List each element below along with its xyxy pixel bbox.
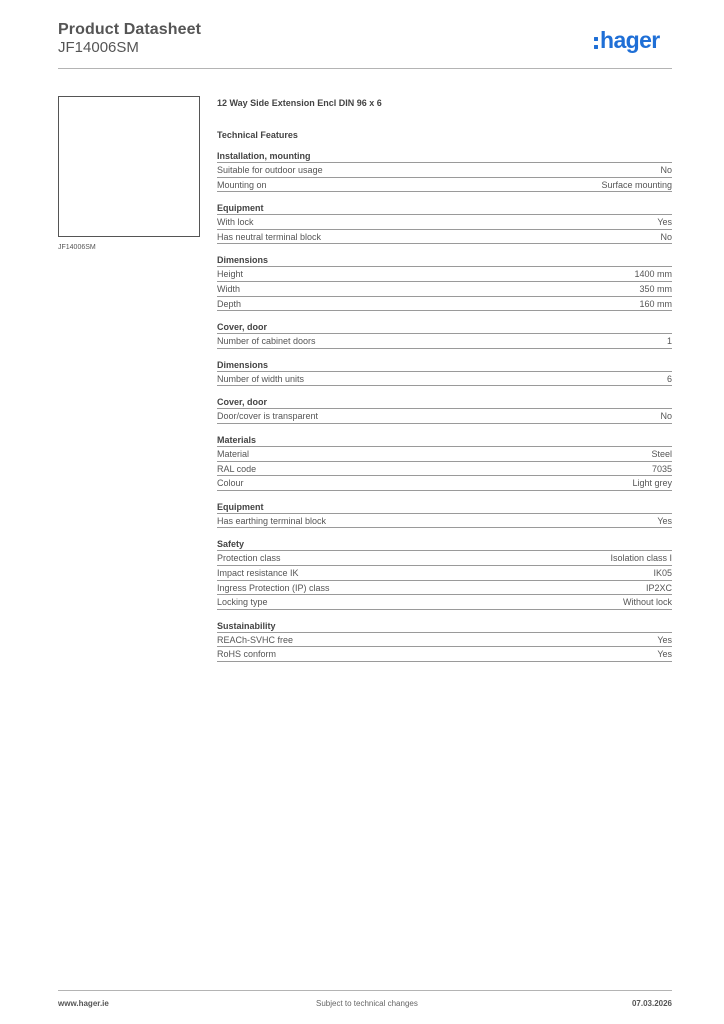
feature-value: Steel <box>651 448 672 459</box>
feature-value: No <box>660 165 672 175</box>
feature-row <box>217 409 672 424</box>
feature-value: Yes <box>657 217 672 228</box>
product-code: JF14006SM <box>58 39 139 56</box>
feature-row <box>217 282 672 297</box>
feature-label: REACh-SVHC free <box>217 634 294 645</box>
feature-section <box>217 202 672 244</box>
feature-row <box>217 476 672 491</box>
feature-value: IP2XC <box>645 582 672 593</box>
feature-row <box>217 297 672 312</box>
feature-value: Without lock <box>622 597 672 608</box>
footer-website: www.hager.ie <box>58 999 109 1008</box>
feature-section <box>217 396 672 424</box>
feature-label: Material <box>217 448 250 459</box>
feature-label: Door/cover is transparent <box>217 411 319 422</box>
section-title: Dimensions <box>217 254 672 267</box>
feature-label: Height <box>217 269 244 280</box>
feature-row <box>217 595 672 610</box>
section-title: Equipment <box>217 501 672 514</box>
feature-row <box>217 462 672 477</box>
feature-value: Yes <box>657 649 672 660</box>
feature-row <box>217 566 672 581</box>
feature-value: 7035 <box>651 463 672 474</box>
section-title: Cover, door <box>217 321 672 334</box>
product-image-caption: JF14006SM <box>58 244 96 251</box>
feature-label: Number of width units <box>217 373 305 384</box>
feature-label: Has neutral terminal block <box>217 231 322 242</box>
product-name: 12 Way Side Extension Encl DIN 96 x 6 <box>217 98 382 108</box>
section-title: Materials <box>217 434 672 447</box>
feature-section <box>217 359 672 387</box>
feature-label: Number of cabinet doors <box>217 336 316 347</box>
logo-dots-icon <box>594 37 598 49</box>
feature-label: Width <box>217 283 241 294</box>
feature-label: Suitable for outdoor usage <box>217 165 323 175</box>
product-image-placeholder <box>58 96 200 237</box>
feature-value: 160 mm <box>639 298 672 309</box>
feature-value: Isolation class I <box>610 553 672 564</box>
feature-section <box>217 620 672 662</box>
feature-section <box>217 321 672 349</box>
footer-divider <box>58 990 672 991</box>
feature-label: Has earthing terminal block <box>217 515 327 526</box>
feature-row <box>217 215 672 230</box>
feature-value: No <box>660 231 672 242</box>
feature-value: 1 <box>666 336 672 347</box>
feature-label: RoHS conform <box>217 649 277 660</box>
hager-logo <box>594 27 660 54</box>
section-title: Dimensions <box>217 359 672 372</box>
feature-row <box>217 178 672 193</box>
feature-section <box>217 254 672 311</box>
section-title: Installation, mounting <box>217 150 672 163</box>
datasheet-content <box>217 97 672 662</box>
feature-row <box>217 372 672 387</box>
feature-value: IK05 <box>653 567 672 578</box>
feature-section <box>217 434 672 491</box>
feature-row <box>217 647 672 662</box>
feature-row <box>217 267 672 282</box>
feature-row <box>217 551 672 566</box>
feature-value: Yes <box>657 515 672 526</box>
feature-value: Surface mounting <box>601 179 672 190</box>
feature-label: Impact resistance IK <box>217 567 299 578</box>
feature-row <box>217 447 672 462</box>
feature-label: Depth <box>217 298 242 309</box>
feature-value: No <box>660 411 672 422</box>
header-divider <box>58 68 672 69</box>
feature-row <box>217 230 672 245</box>
logo-text: hager <box>600 27 660 53</box>
feature-row <box>217 334 672 349</box>
feature-row <box>217 581 672 596</box>
feature-label: Mounting on <box>217 179 267 190</box>
feature-value: 350 mm <box>639 283 672 294</box>
section-title: Cover, door <box>217 396 672 409</box>
feature-section <box>217 150 672 192</box>
feature-row <box>217 633 672 648</box>
section-title: Sustainability <box>217 620 672 633</box>
footer-date: 07.03.2026 <box>631 999 672 1008</box>
feature-value: Yes <box>657 634 672 645</box>
feature-row <box>217 514 672 529</box>
feature-value: 6 <box>666 373 672 384</box>
feature-label: Protection class <box>217 553 281 564</box>
feature-label: With lock <box>217 217 254 228</box>
feature-section <box>217 538 672 609</box>
feature-label: Colour <box>217 478 244 489</box>
page-title: Product Datasheet <box>58 21 202 38</box>
feature-label: RAL code <box>217 463 257 474</box>
feature-value: 1400 mm <box>634 269 672 280</box>
technical-features-title: Technical Features <box>217 130 298 140</box>
feature-value: Light grey <box>632 478 672 489</box>
footer-note: Subject to technical changes <box>316 999 418 1008</box>
section-title: Safety <box>217 538 672 551</box>
feature-section <box>217 501 672 529</box>
feature-label: Locking type <box>217 597 268 608</box>
feature-sections <box>217 150 672 662</box>
section-title: Equipment <box>217 202 672 215</box>
feature-label: Ingress Protection (IP) class <box>217 582 330 593</box>
feature-row <box>217 163 672 178</box>
